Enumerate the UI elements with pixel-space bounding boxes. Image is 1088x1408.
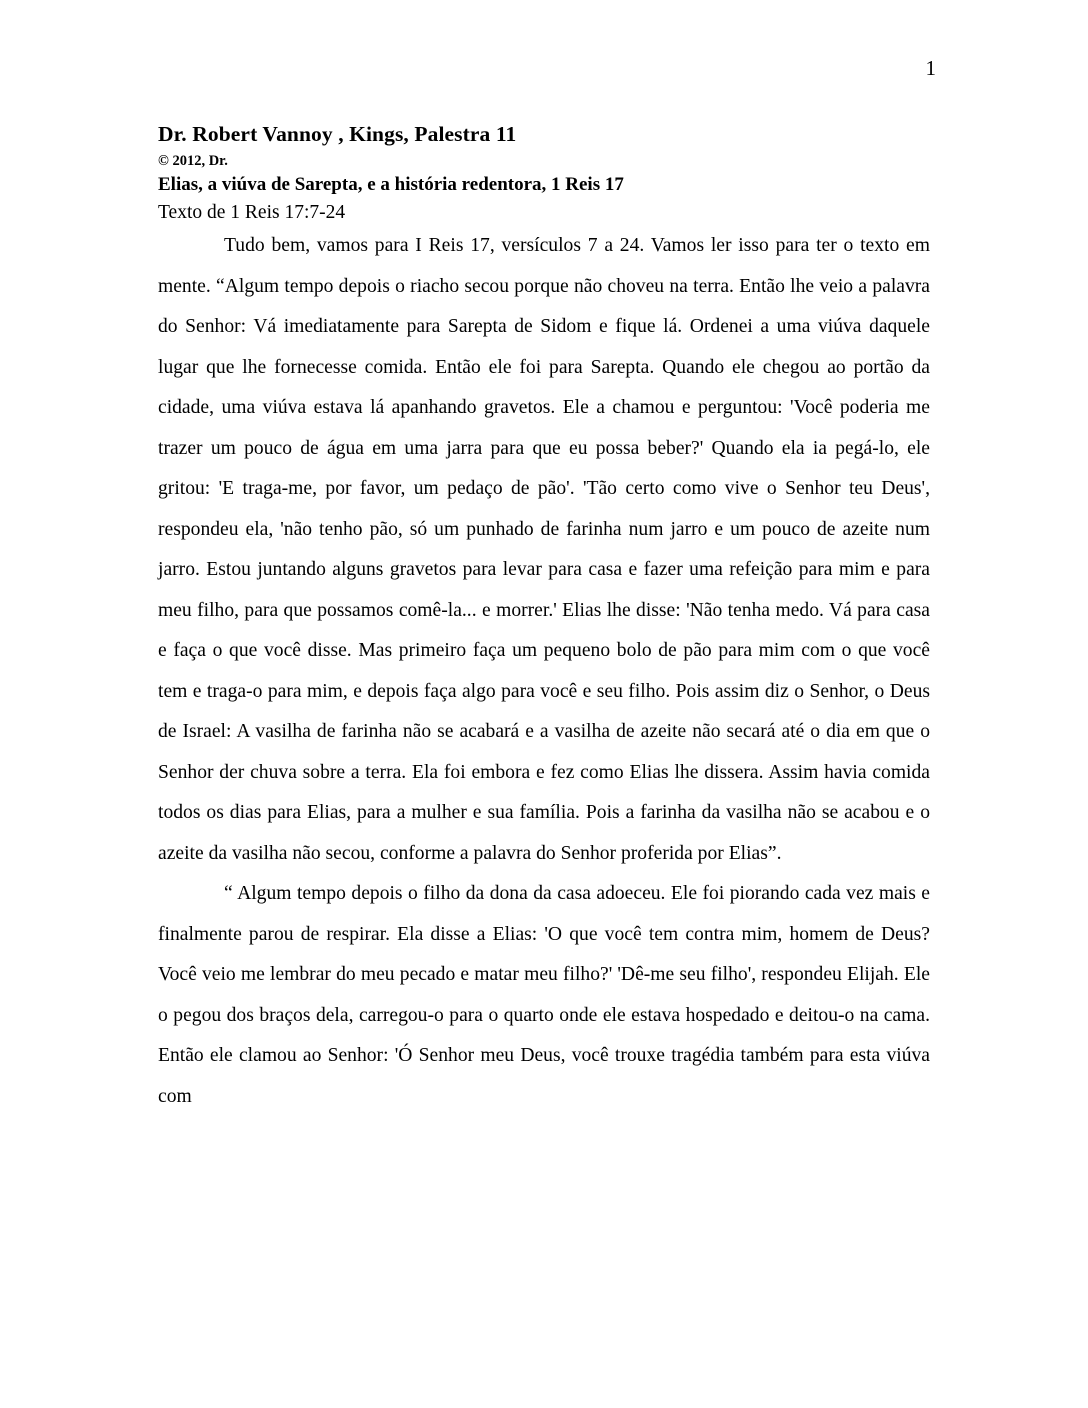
scripture-reference: Texto de 1 Reis 17:7-24 [158,202,346,223]
page-number: 1 [925,56,936,80]
body-paragraph: Tudo bem, vamos para I Reis 17, versículos 7 a 24. Vamos ler isso para ter o texto em mente. “Algum tempo depois o riacho secou porque não choveu na terra. Então lhe veio a palavra do Senhor: Vá imediatamente para Sarepta de Sidom e fique lá. Ordenei a uma viúva daquele lugar que lhe fornecesse comida. Então ele foi para Sarepta. Quando ele chegou ao portão da cidade, uma viúva estava lá apanhando gravetos. Ele a chamou e perguntou: 'Você poderia me trazer um pouco de água em uma jarra para que eu possa beber?' Quando ela ia pegá-lo, ele gritou: 'E traga-me, por favor, um pedaço de pão'. 'Tão certo como vive o Senhor teu Deus', respondeu ela, 'não tenho pão, só um punhado de farinha num jarro e um pouco de azeite num jarro. Estou juntando alguns gravetos para levar para casa e fazer uma refeição para mim e para meu filho, para que possamos comê-la... e morrer.' Elias lhe disse: 'Não tenha medo. Vá para casa e faça o que você disse. Mas primeiro faça um pequeno bolo de pão para mim com o que você tem e traga-o para mim, e depois faça algo para você e seu filho. Pois assim diz o Senhor, o Deus de Israel: A vasilha de farinha não se acabará e a vasilha de azeite não secará até o dia em que o Senhor der chuva sobre a terra. Ela foi embora e fez como Elias lhe dissera. Assim havia comida todos os dias para Elias, para a mulher e sua família. Pois a farinha da vasilha não se acabou e o azeite da vasilha não secou, conforme a palavra do Senhor proferida por Elias”. [158,235,930,864]
body-paragraph: “ Algum tempo depois o filho da dona da casa adoeceu. Ele foi piorando cada vez mais e finalmente parou de respirar. Ela disse a Elias: 'O que você tem contra mim, homem de Deus? Você veio me lembrar do meu pecado e matar meu filho?' 'Dê-me seu filho', respondeu Elijah. Ele o pegou dos braços dela, carregou-o para o quarto onde ele estava hospedado e deitou-o na cama. Então ele clamou ao Senhor: 'Ó Senhor meu Deus, você trouxe tragédia também para esta viúva com [158,883,930,1107]
document-subtitle: Elias, a viúva de Sarepta, e a história redentora, 1 Reis 17 [158,174,624,195]
document-content [158,122,930,1117]
document-title: Dr. Robert Vannoy , Kings, Palestra 11 [158,122,517,146]
copyright-notice: © 2012, Dr. [158,153,228,169]
